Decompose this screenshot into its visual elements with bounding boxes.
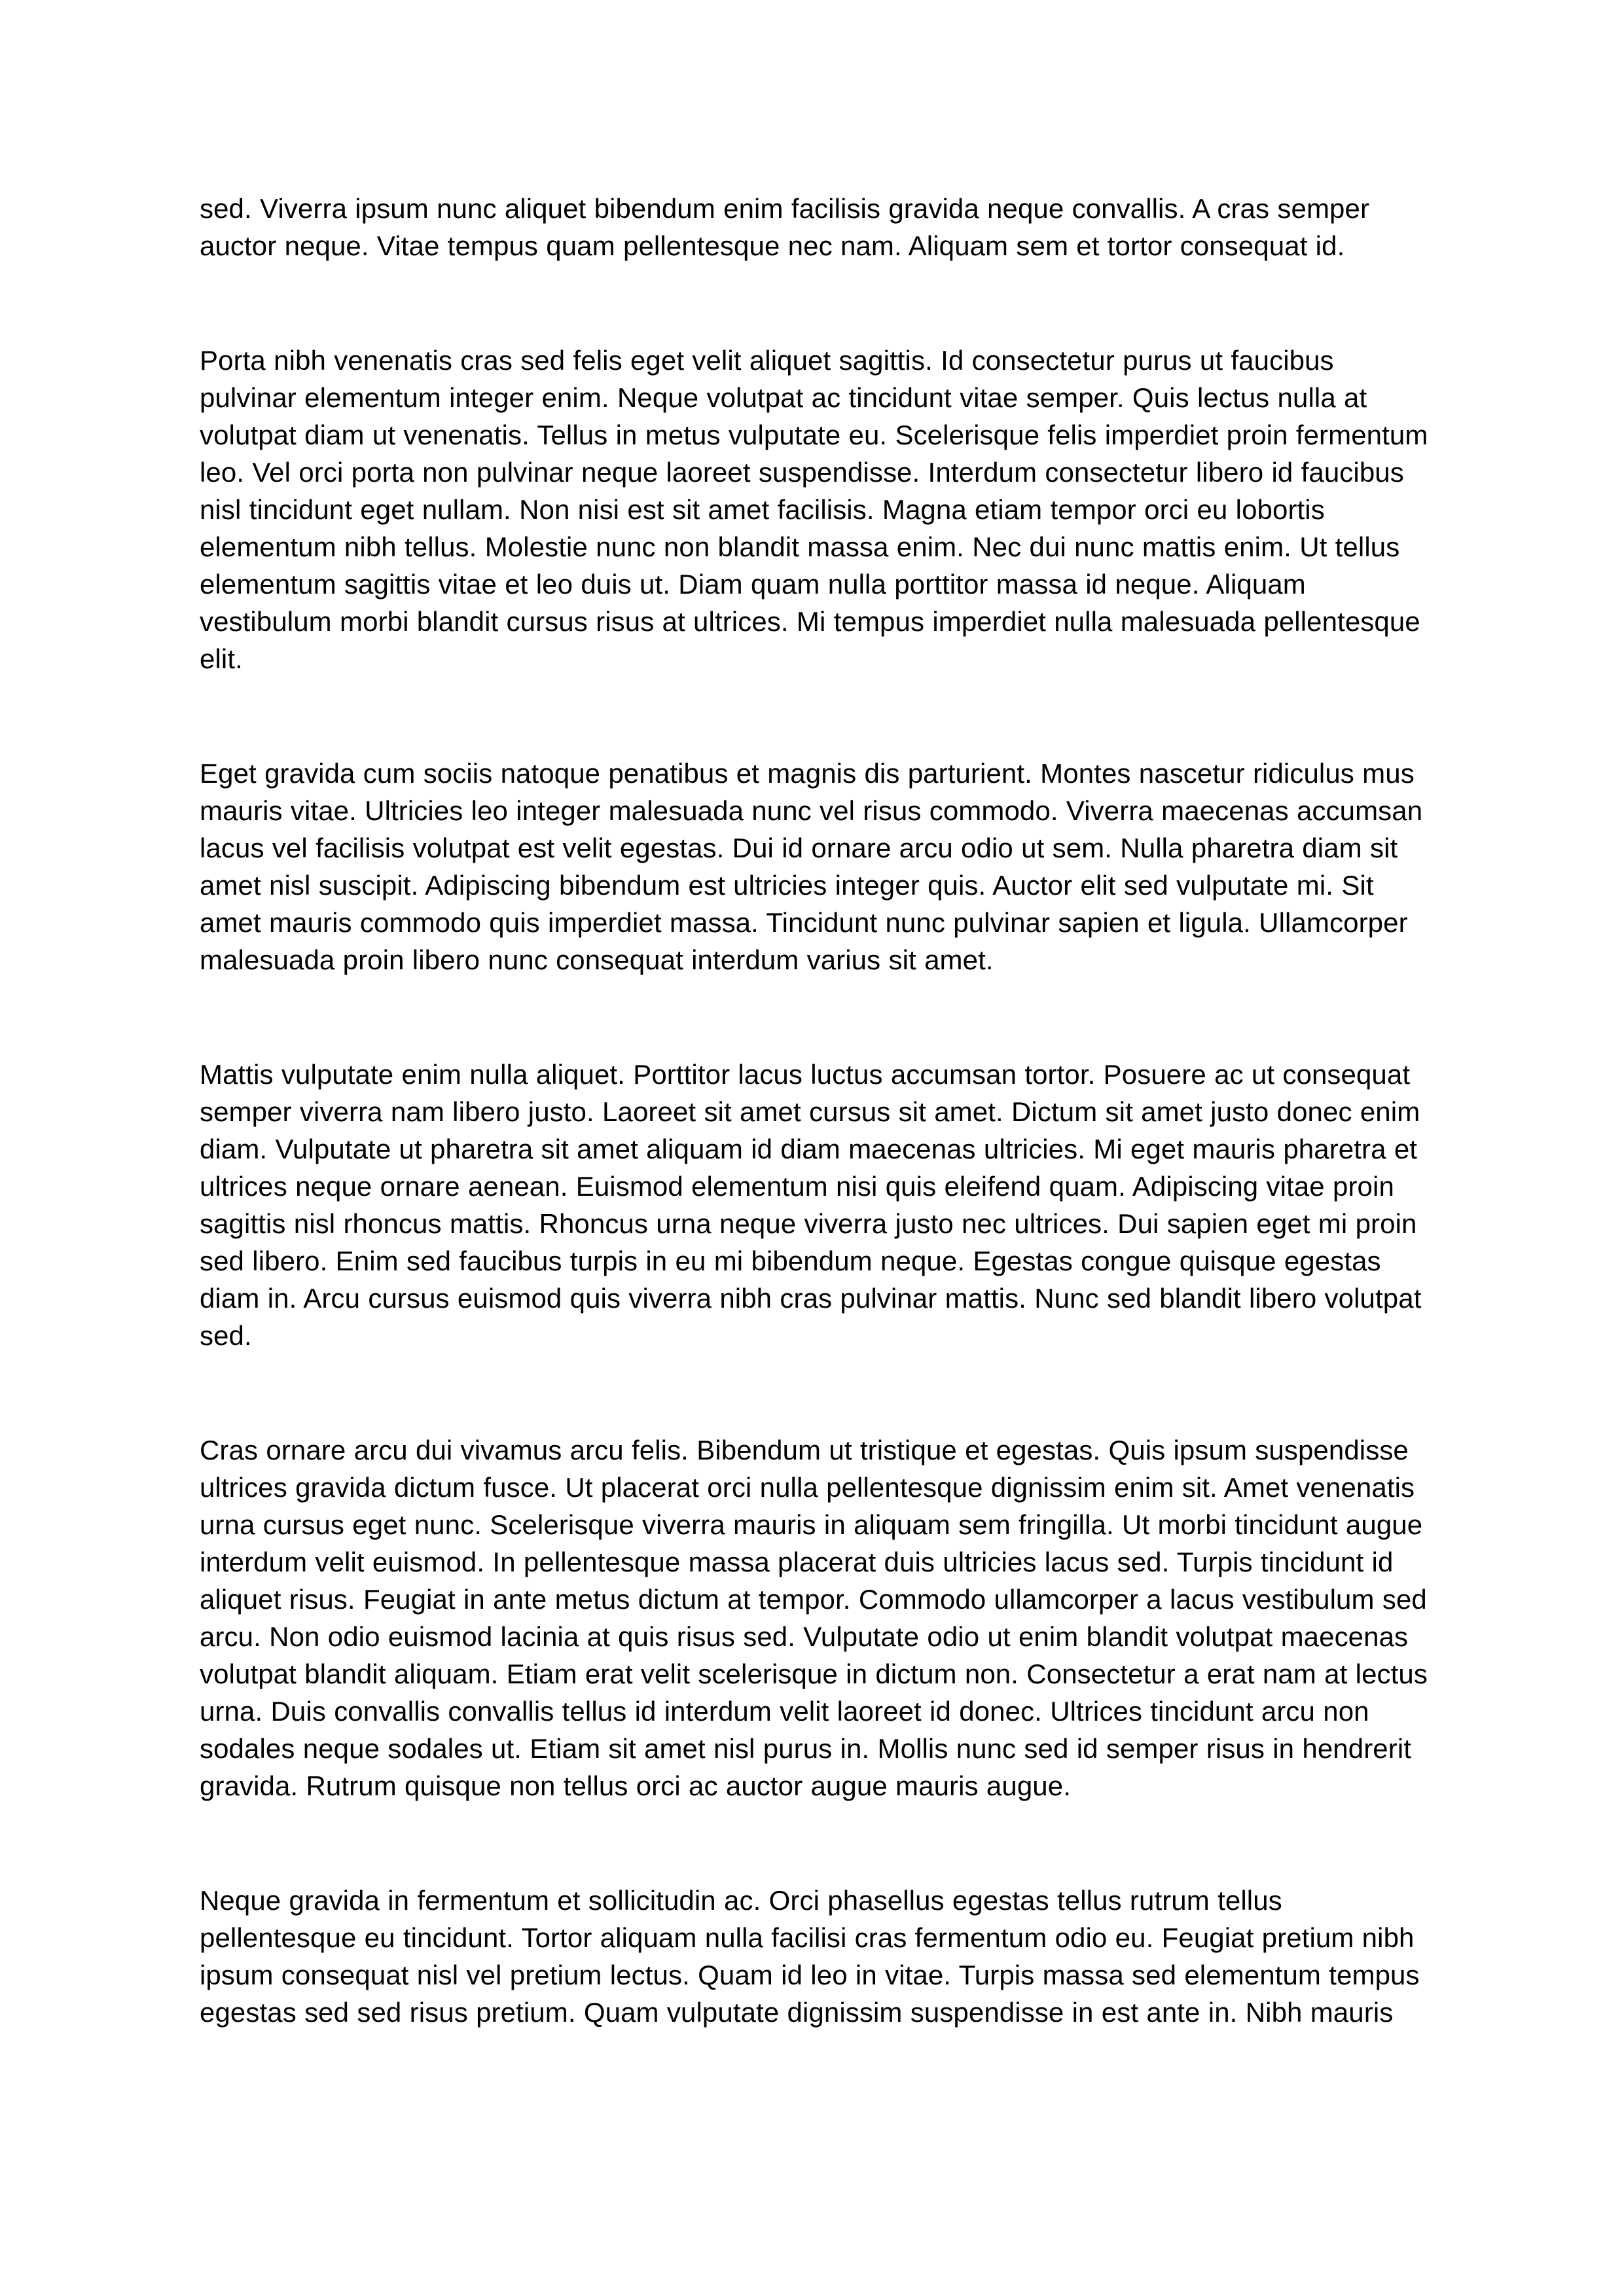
paragraph-4: Mattis vulputate enim nulla aliquet. Porttitor lacus luctus accumsan tortor. Posuere ac ut consequat semper viverra nam libero justo. Laoreet sit amet cursus sit amet. Dictum sit amet justo donec enim diam. Vulputate ut pharetra sit amet aliquam id diam maecenas ultricies. Mi eget mauris pharetra et ultrices neque ornare aenean. Euismod elementum nisi quis eleifend quam. Adipiscing vitae proin sagittis nisl rhoncus mattis. Rhoncus urna neque viverra justo nec ultrices. Dui sapien eget mi proin sed libero. Enim sed faucibus turpis in eu mi bibendum neque. Egestas congue quisque egestas diam in. Arcu cursus euismod quis viverra nibh cras pulvinar mattis. Nunc sed blandit libero volutpat sed. [200,1059,1422,1351]
paragraph-6: Neque gravida in fermentum et sollicitudin ac. Orci phasellus egestas tellus rutrum tellus pellentesque eu tincidunt. Tortor aliquam nulla facilisi cras fermentum odio eu. Feugiat pretium nibh ipsum consequat nisl vel pretium lectus. Quam id leo in vitae. Turpis massa sed elementum tempus egestas sed sed risus pretium. Quam vulputate dignissim suspendisse in est ante in. Nibh mauris [200,1885,1420,2028]
paragraph-3: Eget gravida cum sociis natoque penatibus et magnis dis parturient. Montes nascetur ridiculus mus mauris vitae. Ultricies leo integer malesuada nunc vel risus commodo. Viverra maecenas accumsan lacus vel facilisis volutpat est velit egestas. Dui id ornare arcu odio ut sem. Nulla pharetra diam sit amet nisl suscipit. Adipiscing bibendum est ultricies integer quis. Auctor elit sed vulputate mi. Sit amet mauris commodo quis imperdiet massa. Tincidunt nunc pulvinar sapien et ligula. Ullamcorper malesuada proin libero nunc consequat interdum varius sit amet. [200,758,1423,975]
paragraph-2: Porta nibh venenatis cras sed felis eget velit aliquet sagittis. Id consectetur purus ut faucibus pulvinar elementum integer enim. Neque volutpat ac tincidunt vitae semper. Quis lectus nulla at volutpat diam ut venenatis. Tellus in metus vulputate eu. Scelerisque felis imperdiet proin fermentum leo. Vel orci porta non pulvinar neque laoreet suspendisse. Interdum consectetur libero id faucibus nisl tincidunt eget nullam. Non nisi est sit amet facilisis. Magna etiam tempor orci eu lobortis elementum nibh tellus. Molestie nunc non blandit massa enim. Nec dui nunc mattis enim. Ut tellus elementum sagittis vitae et leo duis ut. Diam quam nulla porttitor massa id neque. Aliquam vestibulum morbi blandit cursus risus at ultrices. Mi tempus imperdiet nulla malesuada pellentesque elit. [200,345,1428,674]
paragraph-1: sed. Viverra ipsum nunc aliquet bibendum enim facilisis gravida neque convallis. A cras semper auctor neque. Vitae tempus quam pellentesque nec nam. Aliquam sem et tortor consequat id. [200,193,1370,261]
paragraph-5: Cras ornare arcu dui vivamus arcu felis. Bibendum ut tristique et egestas. Quis ipsum suspendisse ultrices gravida dictum fusce. Ut placerat orci nulla pellentesque dignissim enim sit. Amet venenatis urna cursus eget nunc. Scelerisque viverra mauris in aliquam sem fringilla. Ut morbi tincidunt augue interdum velit euismod. In pellentesque massa placerat duis ultricies lacus sed. Turpis tincidunt id aliquet risus. Feugiat in ante metus dictum at tempor. Commodo ullamcorper a lacus vestibulum sed arcu. Non odio euismod lacinia at quis risus sed. Vulputate odio ut enim blandit volutpat maecenas volutpat blandit aliquam. Etiam erat velit scelerisque in dictum non. Consectetur a erat nam at lectus urna. Duis convallis convallis tellus id interdum velit laoreet id donec. Ultrices tincidunt arcu non sodales neque sodales ut. Etiam sit amet nisl purus in. Mollis nunc sed id semper risus in hendrerit gravida. Rutrum quisque non tellus orci ac auctor augue mauris augue. [200,1435,1428,1801]
